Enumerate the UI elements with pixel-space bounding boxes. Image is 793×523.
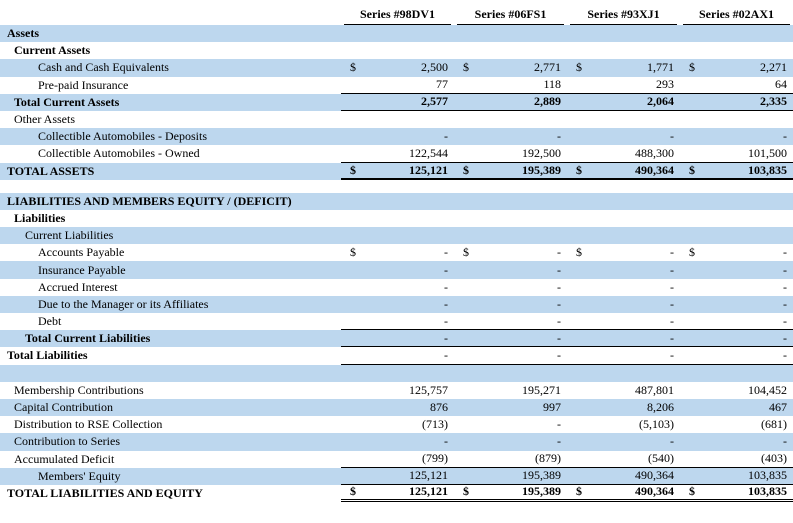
- value-cell: [341, 451, 454, 466]
- cell-value: -: [444, 262, 448, 277]
- value-cell: [454, 129, 567, 144]
- value-cell: [341, 417, 454, 432]
- row-total-current-liabilities: [0, 330, 793, 347]
- cell-value: 293: [656, 77, 674, 92]
- row-values: [341, 399, 793, 416]
- row-label: Accounts Payable: [38, 245, 125, 260]
- value-cell: [454, 94, 567, 109]
- cell-value: -: [557, 417, 561, 432]
- value-cell: [341, 146, 454, 161]
- row-distribution-to-rse-collection: [0, 416, 793, 433]
- cell-value: 997: [543, 400, 561, 415]
- cell-value: (5,103): [639, 417, 674, 432]
- value-cell: [341, 280, 454, 295]
- cell-value: 467: [769, 400, 787, 415]
- value-cell: [680, 245, 793, 260]
- cell-value: -: [783, 347, 787, 362]
- cell-value: -: [444, 347, 448, 362]
- row-accrued-interest: [0, 279, 793, 296]
- cell-value: 2,064: [647, 94, 674, 109]
- cell-value: -: [670, 245, 674, 260]
- row-label: Liabilities: [14, 210, 66, 225]
- dollar-sign: $: [576, 60, 582, 75]
- row-membership-contributions: [0, 382, 793, 399]
- cell-value: (681): [761, 417, 787, 432]
- value-cell: [454, 434, 567, 449]
- row-pre-paid-insurance: [0, 77, 793, 94]
- cell-value: 488,300: [635, 145, 674, 160]
- row-liabilities-and-members-equity-deficit: [0, 193, 793, 210]
- cell-value: -: [670, 347, 674, 362]
- row-values: [341, 227, 793, 244]
- row-values: [341, 261, 793, 278]
- cell-value: -: [444, 279, 448, 294]
- cell-value: -: [783, 262, 787, 277]
- value-cell: [341, 94, 454, 109]
- row-values: [341, 451, 793, 468]
- row-label: Accumulated Deficit: [14, 451, 115, 466]
- value-cell: [454, 77, 567, 92]
- cell-value: (879): [535, 451, 561, 466]
- value-cell: [454, 400, 567, 415]
- row-values: [341, 485, 793, 502]
- cell-value: -: [444, 330, 448, 345]
- cell-value: (713): [422, 417, 448, 432]
- value-cell: [680, 331, 793, 346]
- value-cell: [680, 400, 793, 415]
- row-values: [341, 128, 793, 145]
- row-due-to-the-manager-or-its-affiliates: [0, 296, 793, 313]
- cell-value: -: [670, 129, 674, 144]
- value-cell: [680, 60, 793, 75]
- cell-value: -: [783, 313, 787, 328]
- dollar-sign: $: [463, 245, 469, 260]
- value-cell: [454, 245, 567, 260]
- row-label: TOTAL ASSETS: [7, 163, 95, 178]
- value-cell: [567, 77, 680, 92]
- value-cell: [680, 314, 793, 329]
- row-current-liabilities: [0, 227, 793, 244]
- value-cell: [454, 60, 567, 75]
- cell-value: 2,577: [421, 94, 448, 109]
- cell-value: -: [444, 129, 448, 144]
- column-headers: [341, 3, 793, 25]
- spacer-row: [0, 365, 793, 382]
- row-label: Current Assets: [14, 43, 91, 58]
- row-label: Pre-paid Insurance: [38, 77, 129, 92]
- value-cell: [341, 129, 454, 144]
- value-cell: [454, 280, 567, 295]
- row-insurance-payable: [0, 261, 793, 278]
- value-cell: [341, 163, 454, 178]
- dollar-sign: $: [350, 162, 356, 177]
- value-cell: [454, 163, 567, 178]
- row-values: [341, 382, 793, 399]
- cell-value: -: [557, 434, 561, 449]
- row-total-liabilities: [0, 347, 793, 364]
- cell-value: -: [670, 262, 674, 277]
- row-label: Debt: [38, 314, 62, 329]
- cell-value: 490,364: [635, 162, 674, 177]
- value-cell: [680, 484, 793, 499]
- row-accumulated-deficit: [0, 451, 793, 468]
- value-cell: [680, 280, 793, 295]
- column-header-label: Series #98DV1: [344, 3, 451, 25]
- row-label: Total Current Liabilities: [25, 331, 151, 346]
- value-cell: [341, 484, 454, 499]
- value-cell: [567, 331, 680, 346]
- value-cell: [454, 263, 567, 278]
- cell-value: 192,500: [522, 145, 561, 160]
- row-label: Contribution to Series: [14, 434, 120, 449]
- row-contribution-to-series: [0, 433, 793, 450]
- cell-value: 8,206: [647, 400, 674, 415]
- cell-value: -: [444, 313, 448, 328]
- row-values: [341, 193, 793, 210]
- value-cell: [567, 468, 680, 483]
- value-cell: [341, 331, 454, 346]
- value-cell: [680, 297, 793, 312]
- value-cell: [567, 383, 680, 398]
- cell-value: 103,835: [748, 484, 787, 499]
- value-cell: [567, 400, 680, 415]
- cell-value: -: [670, 330, 674, 345]
- cell-value: -: [557, 347, 561, 362]
- cell-value: 490,364: [635, 484, 674, 499]
- row-values: [341, 468, 793, 485]
- row-values: [341, 365, 793, 382]
- dollar-sign: $: [576, 245, 582, 260]
- cell-value: 64: [775, 77, 787, 92]
- row-label: Total Liabilities: [7, 348, 88, 363]
- column-header-series-2: [454, 3, 567, 25]
- cell-value: 195,271: [522, 382, 561, 397]
- cell-value: 125,121: [409, 162, 448, 177]
- cell-value: -: [783, 330, 787, 345]
- row-accounts-payable: [0, 244, 793, 261]
- value-cell: [341, 434, 454, 449]
- column-header-label: Series #06FS1: [457, 3, 564, 25]
- cell-value: 103,835: [748, 162, 787, 177]
- cell-value: 125,121: [409, 484, 448, 499]
- row-values: [341, 94, 793, 111]
- value-cell: [454, 331, 567, 346]
- row-total-liabilities-and-equity: [0, 485, 793, 502]
- row-collectible-automobiles-deposits: [0, 128, 793, 145]
- cell-value: -: [783, 245, 787, 260]
- row-label: Cash and Cash Equivalents: [38, 60, 169, 75]
- cell-value: 101,500: [748, 145, 787, 160]
- value-cell: [341, 468, 454, 483]
- value-cell: [567, 245, 680, 260]
- cell-value: -: [557, 313, 561, 328]
- value-cell: [567, 146, 680, 161]
- value-cell: [341, 348, 454, 363]
- column-header-series-4: [680, 3, 793, 25]
- row-label: LIABILITIES AND MEMBERS EQUITY / (DEFICIT): [7, 193, 292, 208]
- cell-value: 125,757: [409, 382, 448, 397]
- cell-value: 195,389: [522, 484, 561, 499]
- dollar-sign: $: [576, 484, 582, 499]
- value-cell: [567, 163, 680, 178]
- value-cell: [454, 484, 567, 499]
- value-cell: [567, 451, 680, 466]
- row-values: [341, 163, 793, 180]
- value-cell: [680, 263, 793, 278]
- row-values: [341, 296, 793, 313]
- value-cell: [341, 263, 454, 278]
- dollar-sign: $: [463, 162, 469, 177]
- value-cell: [680, 383, 793, 398]
- value-cell: [454, 314, 567, 329]
- cell-value: 122,544: [409, 145, 448, 160]
- column-header-series-1: [341, 3, 454, 25]
- cell-value: -: [444, 296, 448, 311]
- row-current-assets: [0, 42, 793, 59]
- value-cell: [567, 280, 680, 295]
- value-cell: [341, 77, 454, 92]
- value-cell: [567, 263, 680, 278]
- dollar-sign: $: [689, 60, 695, 75]
- value-cell: [341, 60, 454, 75]
- row-label: Collectible Automobiles - Owned: [38, 146, 200, 161]
- row-label: Total Current Assets: [14, 94, 120, 109]
- cell-value: 490,364: [635, 468, 674, 483]
- row-label: Collectible Automobiles - Deposits: [38, 129, 207, 144]
- row-cash-and-cash-equivalents: [0, 59, 793, 76]
- cell-value: (403): [761, 451, 787, 466]
- cell-value: -: [783, 296, 787, 311]
- row-values: [341, 25, 793, 42]
- cell-value: -: [444, 434, 448, 449]
- cell-value: 2,335: [760, 94, 787, 109]
- value-cell: [680, 77, 793, 92]
- row-debt: [0, 313, 793, 330]
- cell-value: (799): [422, 451, 448, 466]
- row-values: [341, 180, 793, 193]
- value-cell: [341, 314, 454, 329]
- row-label: Capital Contribution: [14, 400, 113, 415]
- row-values: [341, 347, 793, 364]
- cell-value: 2,771: [534, 60, 561, 75]
- value-cell: [680, 146, 793, 161]
- cell-value: -: [557, 330, 561, 345]
- row-values: [341, 416, 793, 433]
- value-cell: [567, 60, 680, 75]
- row-label: TOTAL LIABILITIES AND EQUITY: [7, 485, 203, 500]
- row-label: Other Assets: [14, 112, 75, 127]
- cell-value: -: [670, 296, 674, 311]
- row-total-assets: [0, 163, 793, 180]
- cell-value: 2,889: [534, 94, 561, 109]
- value-cell: [567, 129, 680, 144]
- row-liabilities: [0, 210, 793, 227]
- row-label: Due to the Manager or its Affiliates: [38, 296, 209, 311]
- value-cell: [341, 297, 454, 312]
- dollar-sign: $: [463, 484, 469, 499]
- value-cell: [341, 383, 454, 398]
- value-cell: [567, 297, 680, 312]
- table-header-row: [0, 0, 793, 25]
- dollar-sign: $: [350, 245, 356, 260]
- value-cell: [454, 417, 567, 432]
- value-cell: [680, 468, 793, 483]
- value-cell: [454, 146, 567, 161]
- row-label: Members' Equity: [38, 468, 121, 483]
- column-header-label: Series #93XJ1: [570, 3, 677, 25]
- cell-value: 487,801: [635, 382, 674, 397]
- value-cell: [567, 417, 680, 432]
- row-values: [341, 330, 793, 347]
- cell-value: 195,389: [522, 468, 561, 483]
- value-cell: [680, 434, 793, 449]
- value-cell: [680, 451, 793, 466]
- row-label: Assets: [7, 26, 39, 41]
- value-cell: [454, 348, 567, 363]
- value-cell: [680, 163, 793, 178]
- value-cell: [567, 94, 680, 109]
- cell-value: -: [670, 434, 674, 449]
- row-values: [341, 313, 793, 330]
- row-values: [341, 145, 793, 162]
- cell-value: -: [783, 434, 787, 449]
- cell-value: 104,452: [748, 382, 787, 397]
- cell-value: 1,771: [647, 60, 674, 75]
- row-collectible-automobiles-owned: [0, 145, 793, 162]
- value-cell: [680, 129, 793, 144]
- row-members-equity: [0, 468, 793, 485]
- value-cell: [341, 400, 454, 415]
- value-cell: [567, 348, 680, 363]
- row-label: Distribution to RSE Collection: [14, 417, 163, 432]
- row-values: [341, 210, 793, 227]
- cell-value: -: [444, 245, 448, 260]
- dollar-sign: $: [689, 484, 695, 499]
- value-cell: [341, 245, 454, 260]
- cell-value: -: [557, 296, 561, 311]
- row-label: Membership Contributions: [14, 382, 144, 397]
- value-cell: [680, 94, 793, 109]
- row-values: [341, 77, 793, 94]
- row-label: Insurance Payable: [38, 262, 126, 277]
- cell-value: 125,121: [409, 468, 448, 483]
- value-cell: [567, 314, 680, 329]
- cell-value: (540): [648, 451, 674, 466]
- cell-value: -: [783, 279, 787, 294]
- cell-value: 876: [430, 400, 448, 415]
- row-other-assets: [0, 111, 793, 128]
- cell-value: -: [783, 129, 787, 144]
- column-header-label: Series #02AX1: [683, 3, 790, 25]
- cell-value: -: [557, 129, 561, 144]
- dollar-sign: $: [689, 245, 695, 260]
- dollar-sign: $: [576, 162, 582, 177]
- column-header-series-3: [567, 3, 680, 25]
- dollar-sign: $: [350, 60, 356, 75]
- row-values: [341, 42, 793, 59]
- cell-value: -: [557, 262, 561, 277]
- row-total-current-assets: [0, 94, 793, 111]
- dollar-sign: $: [689, 162, 695, 177]
- value-cell: [680, 417, 793, 432]
- row-label: Accrued Interest: [38, 279, 118, 294]
- cell-value: 77: [436, 77, 448, 92]
- cell-value: -: [670, 313, 674, 328]
- cell-value: -: [670, 279, 674, 294]
- cell-value: 195,389: [522, 162, 561, 177]
- value-cell: [454, 451, 567, 466]
- row-values: [341, 244, 793, 261]
- value-cell: [454, 468, 567, 483]
- spacer-row: [0, 180, 793, 193]
- cell-value: 118: [543, 77, 561, 92]
- value-cell: [680, 348, 793, 363]
- row-values: [341, 59, 793, 76]
- value-cell: [454, 297, 567, 312]
- row-values: [341, 433, 793, 450]
- cell-value: 2,500: [421, 60, 448, 75]
- cell-value: 2,271: [760, 60, 787, 75]
- row-values: [341, 279, 793, 296]
- cell-value: 103,835: [748, 468, 787, 483]
- table-body: [0, 25, 793, 502]
- value-cell: [454, 383, 567, 398]
- row-label: Current Liabilities: [25, 228, 114, 243]
- dollar-sign: $: [463, 60, 469, 75]
- row-assets: [0, 25, 793, 42]
- dollar-sign: $: [350, 484, 356, 499]
- cell-value: -: [557, 279, 561, 294]
- value-cell: [567, 434, 680, 449]
- row-values: [341, 111, 793, 128]
- row-capital-contribution: [0, 399, 793, 416]
- value-cell: [567, 484, 680, 499]
- cell-value: -: [557, 245, 561, 260]
